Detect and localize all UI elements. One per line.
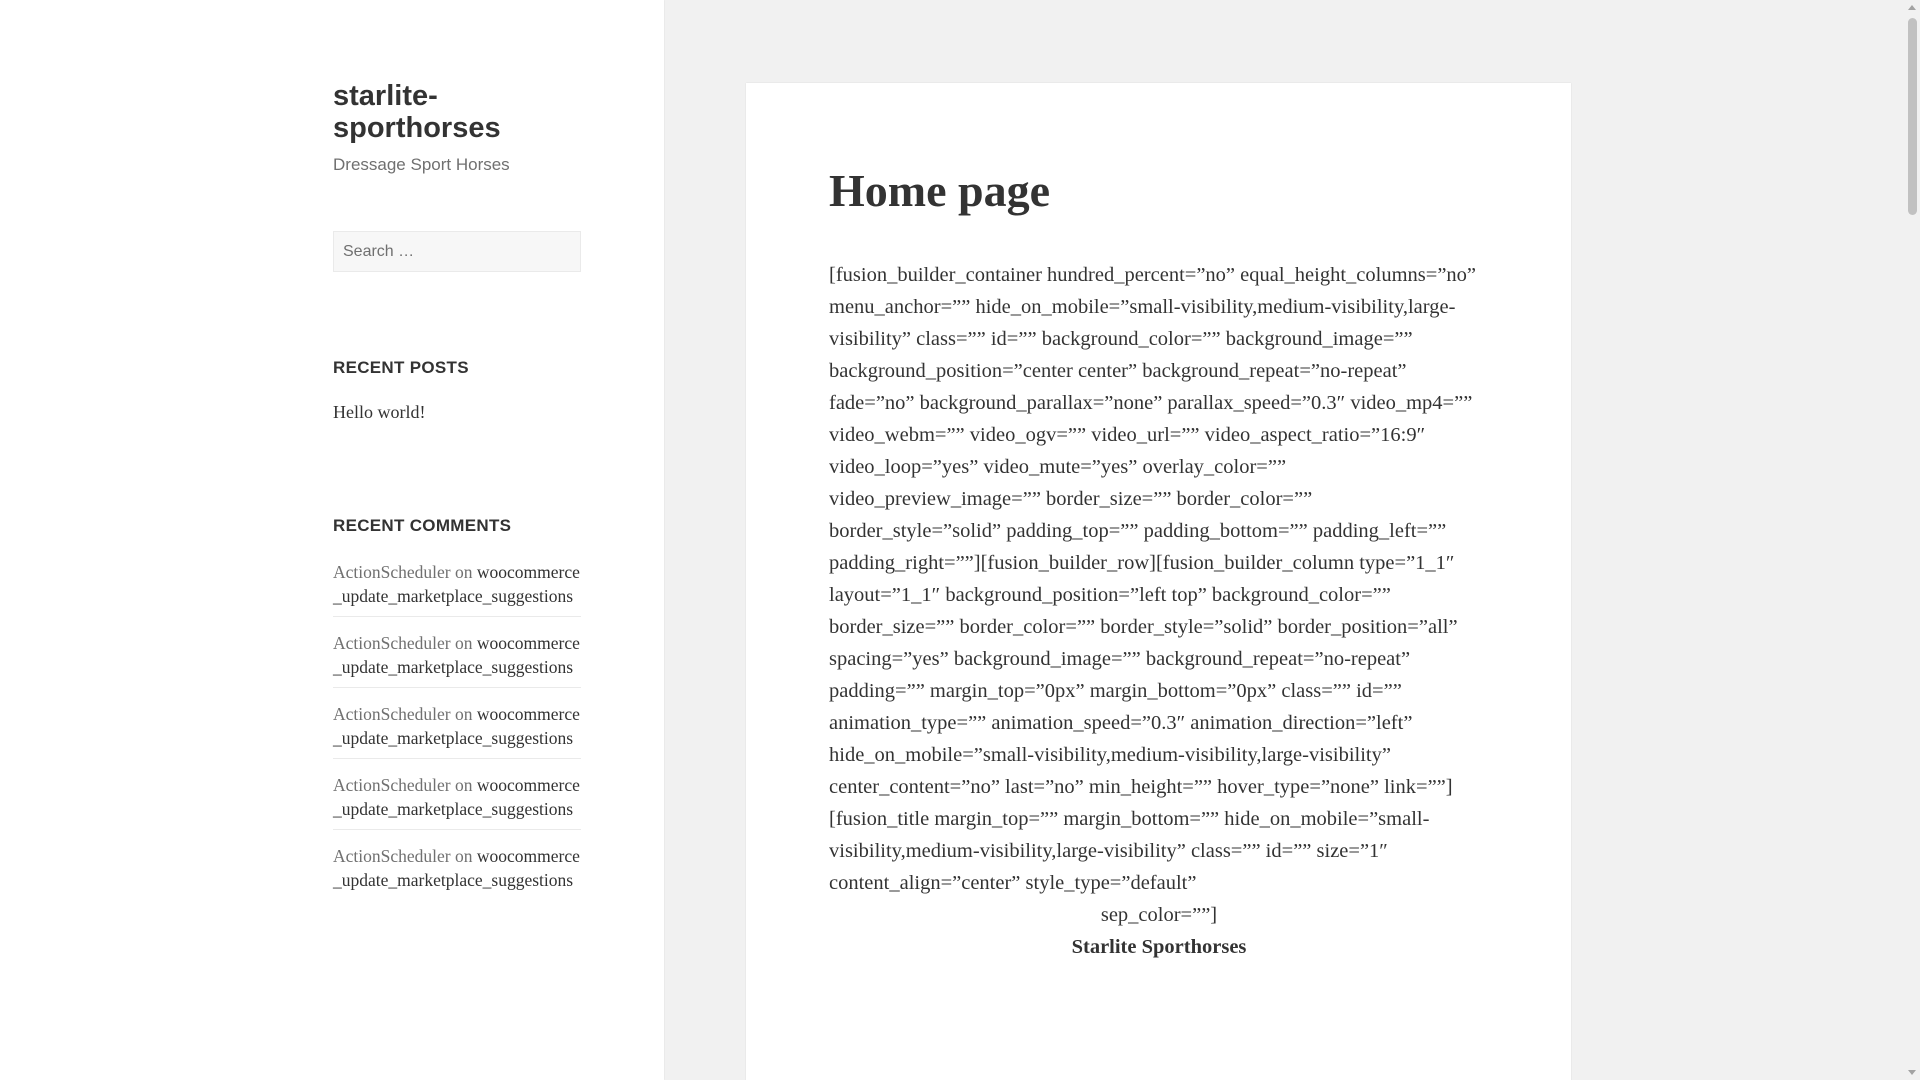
recent-comments-title: RECENT COMMENTS (333, 516, 512, 535)
shortcode-tail-text: sep_color=””] (1100, 904, 1218, 926)
recent-posts-widget (333, 358, 581, 423)
comment-post-link[interactable]: woocommerce_update_marketplace_suggestions (333, 704, 580, 748)
recent-post-link[interactable]: Hello world! (333, 402, 426, 422)
comment-author: ActionScheduler (333, 562, 451, 582)
comment-connector: on (450, 775, 477, 795)
site-description: Dressage Sport Horses (333, 155, 510, 174)
comment-post-link[interactable]: woocommerce_update_marketplace_suggestions (333, 633, 580, 677)
comment-connector: on (450, 562, 477, 582)
search-input[interactable] (333, 231, 581, 272)
scroll-thumb[interactable] (1908, 18, 1917, 215)
page-title: Home page (829, 165, 1051, 216)
comment-author: ActionScheduler (333, 846, 451, 866)
comment-connector: on (450, 704, 477, 724)
comment-author: ActionScheduler (333, 633, 451, 653)
list-item (333, 560, 581, 617)
comment-author: ActionScheduler (333, 775, 451, 795)
list-item (333, 844, 581, 900)
content-heading: Starlite Sporthorses (1071, 936, 1247, 958)
comment-post-link[interactable]: woocommerce_update_marketplace_suggestions (333, 562, 580, 606)
list-item (333, 773, 581, 830)
sidebar-content (333, 80, 581, 914)
scroll-down-arrow-icon[interactable] (1908, 1070, 1916, 1075)
list-item (333, 702, 581, 759)
comment-connector: on (450, 846, 477, 866)
page-content (829, 259, 1489, 963)
recent-posts-title: RECENT POSTS (333, 358, 469, 377)
comment-post-link[interactable]: woocommerce_update_marketplace_suggestions (333, 846, 580, 890)
scroll-up-arrow-icon[interactable] (1908, 5, 1916, 10)
recent-comments-list (333, 560, 581, 900)
site-title-link[interactable]: starlite-sporthorses (333, 80, 501, 144)
list-item (333, 631, 581, 688)
vertical-scrollbar[interactable] (1905, 0, 1920, 1080)
comment-connector: on (450, 633, 477, 653)
shortcode-text: [fusion_builder_container hundred_percent=”no” equal_height_columns=”no” menu_anchor=”” hide_on_mobile=”small-visibility,medium-visibility,large-visibility” class=”” id=”” background_color=”” background_image=”” background_position=”center center” background_repeat=”no-repeat” fade=”no” background_parallax=”none” parallax_speed=”0.3″ video_mp4=”” video_webm=”” video_ogv=”” video_url=”” video_aspect_ratio=”16:9″ video_loop=”yes” video_mute=”yes” overlay_color=”” video_preview_image=”” border_size=”” border_color=”” border_style=”solid” padding_top=”” padding_bottom=”” padding_left=”” padding_right=””][fusion_builder_row][fusion_builder_column type=”1_1″ layout=”1_1″ background_position=”left top” background_color=”” border_size=”” border_color=”” border_style=”solid” border_position=”all” spacing=”yes” background_image=”” background_repeat=”no-repeat” padding=”” margin_top=”0px” margin_bottom=”0px” class=”” id=”” animation_type=”” animation_speed=”0.3″ animation_direction=”left” hide_on_mobile=”small-visibility,medium-visibility,large-visibility” center_content=”no” last=”no” min_height=”” hover_type=”none” link=””][fusion_title margin_top=”” margin_bottom=”” hide_on_mobile=”small-visibility,medium-visibility,large-visibility” class=”” id=”” size=”1″ content_align=”center” style_type=”default” (829, 264, 1477, 894)
comment-post-link[interactable]: woocommerce_update_marketplace_suggestions (333, 775, 580, 819)
sidebar (0, 0, 664, 1080)
main-content-card (746, 83, 1571, 1080)
recent-comments-widget (333, 516, 581, 900)
comment-author: ActionScheduler (333, 704, 451, 724)
